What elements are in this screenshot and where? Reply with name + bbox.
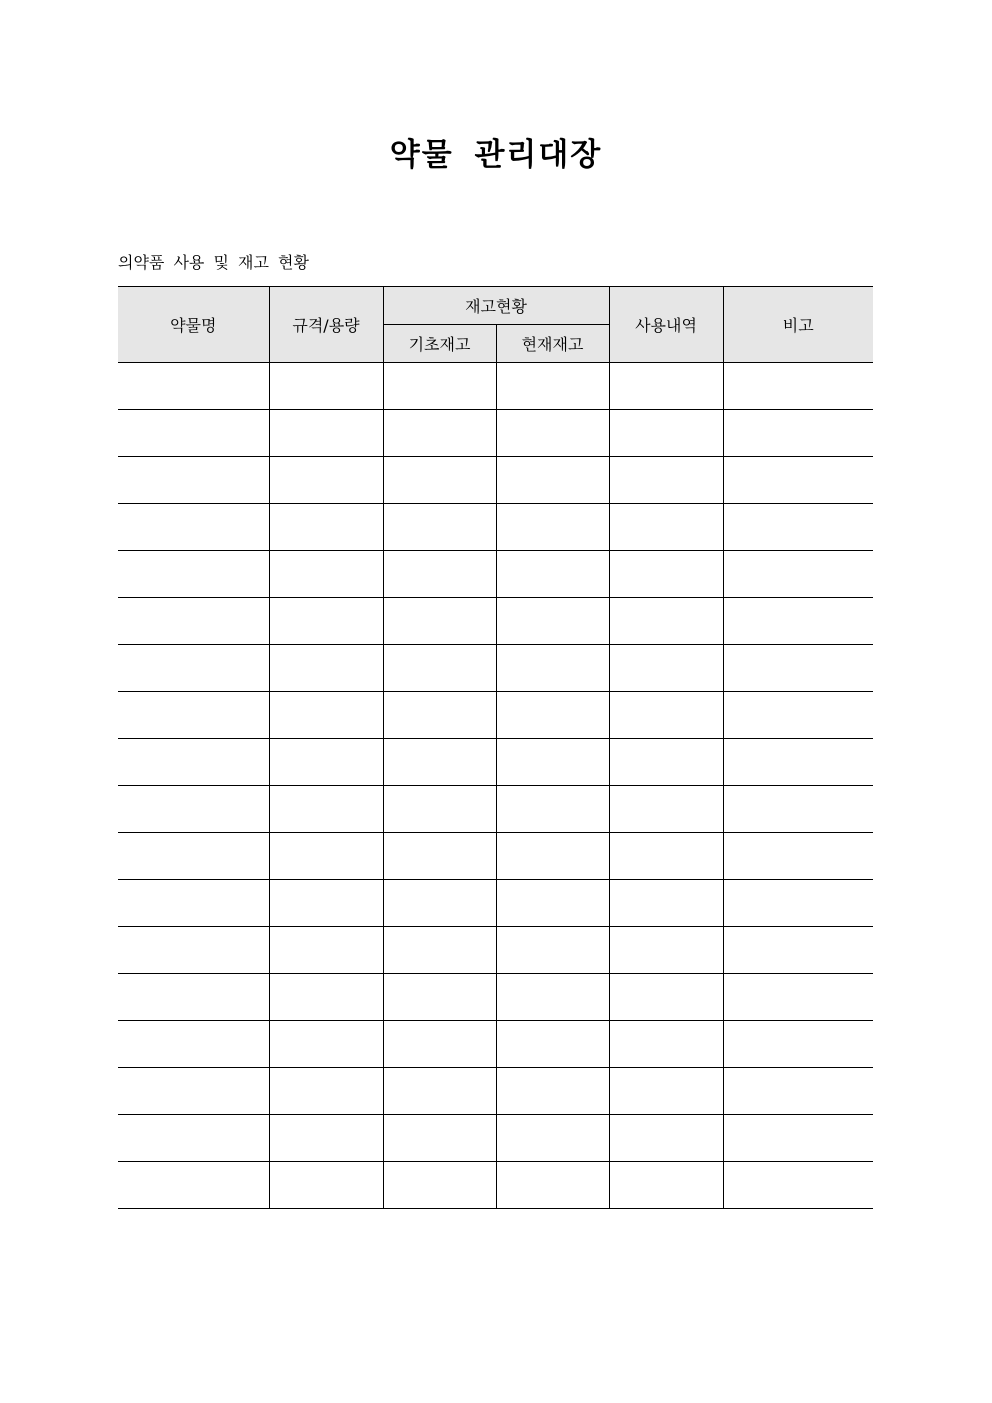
cell-drug-name[interactable] <box>118 1068 269 1115</box>
cell-remarks[interactable] <box>723 598 873 645</box>
cell-current-stock[interactable] <box>496 786 609 833</box>
cell-spec[interactable] <box>269 1162 383 1209</box>
cell-usage[interactable] <box>609 1115 723 1162</box>
cell-spec[interactable] <box>269 1068 383 1115</box>
cell-remarks[interactable] <box>723 974 873 1021</box>
cell-usage[interactable] <box>609 645 723 692</box>
cell-remarks[interactable] <box>723 1162 873 1209</box>
cell-drug-name[interactable] <box>118 1021 269 1068</box>
cell-usage[interactable] <box>609 363 723 410</box>
cell-base-stock[interactable] <box>383 504 496 551</box>
cell-drug-name[interactable] <box>118 786 269 833</box>
cell-current-stock[interactable] <box>496 645 609 692</box>
cell-remarks[interactable] <box>723 504 873 551</box>
cell-base-stock[interactable] <box>383 927 496 974</box>
cell-spec[interactable] <box>269 880 383 927</box>
cell-current-stock[interactable] <box>496 410 609 457</box>
header-drug-name: 약물명 <box>118 287 269 363</box>
cell-remarks[interactable] <box>723 692 873 739</box>
header-usage: 사용내역 <box>609 287 723 363</box>
cell-usage[interactable] <box>609 739 723 786</box>
cell-remarks[interactable] <box>723 739 873 786</box>
cell-spec[interactable] <box>269 1021 383 1068</box>
table-row <box>118 645 873 692</box>
cell-drug-name[interactable] <box>118 457 269 504</box>
cell-drug-name[interactable] <box>118 833 269 880</box>
cell-drug-name[interactable] <box>118 363 269 410</box>
cell-remarks[interactable] <box>723 1115 873 1162</box>
cell-drug-name[interactable] <box>118 880 269 927</box>
cell-spec[interactable] <box>269 410 383 457</box>
cell-usage[interactable] <box>609 504 723 551</box>
cell-spec[interactable] <box>269 598 383 645</box>
cell-spec[interactable] <box>269 363 383 410</box>
cell-current-stock[interactable] <box>496 598 609 645</box>
cell-base-stock[interactable] <box>383 692 496 739</box>
table-row <box>118 833 873 880</box>
cell-current-stock[interactable] <box>496 880 609 927</box>
cell-remarks[interactable] <box>723 880 873 927</box>
header-stock-status: 재고현황 <box>383 287 609 325</box>
cell-usage[interactable] <box>609 1162 723 1209</box>
cell-remarks[interactable] <box>723 833 873 880</box>
cell-spec[interactable] <box>269 504 383 551</box>
cell-base-stock[interactable] <box>383 1068 496 1115</box>
cell-usage[interactable] <box>609 786 723 833</box>
cell-current-stock[interactable] <box>496 457 609 504</box>
table-row <box>118 974 873 1021</box>
cell-remarks[interactable] <box>723 551 873 598</box>
table-row <box>118 786 873 833</box>
cell-base-stock[interactable] <box>383 1021 496 1068</box>
cell-usage[interactable] <box>609 457 723 504</box>
cell-remarks[interactable] <box>723 927 873 974</box>
cell-usage[interactable] <box>609 880 723 927</box>
cell-drug-name[interactable] <box>118 974 269 1021</box>
table-row <box>118 598 873 645</box>
cell-current-stock[interactable] <box>496 1021 609 1068</box>
cell-remarks[interactable] <box>723 1021 873 1068</box>
table-row <box>118 504 873 551</box>
cell-usage[interactable] <box>609 1068 723 1115</box>
cell-remarks[interactable] <box>723 457 873 504</box>
table-row <box>118 927 873 974</box>
cell-drug-name[interactable] <box>118 645 269 692</box>
ledger-body <box>118 363 873 1209</box>
header-spec: 규격/용량 <box>269 287 383 363</box>
cell-current-stock[interactable] <box>496 927 609 974</box>
page-title: 약물 관리대장 <box>389 137 603 173</box>
cell-usage[interactable] <box>609 974 723 1021</box>
header-current-stock: 현재재고 <box>496 325 609 363</box>
cell-current-stock[interactable] <box>496 833 609 880</box>
table-row <box>118 551 873 598</box>
cell-remarks[interactable] <box>723 410 873 457</box>
cell-usage[interactable] <box>609 692 723 739</box>
cell-usage[interactable] <box>609 410 723 457</box>
cell-remarks[interactable] <box>723 645 873 692</box>
cell-remarks[interactable] <box>723 363 873 410</box>
cell-spec[interactable] <box>269 974 383 1021</box>
cell-spec[interactable] <box>269 692 383 739</box>
cell-spec[interactable] <box>269 739 383 786</box>
cell-current-stock[interactable] <box>496 551 609 598</box>
cell-base-stock[interactable] <box>383 880 496 927</box>
cell-spec[interactable] <box>269 551 383 598</box>
cell-base-stock[interactable] <box>383 1115 496 1162</box>
cell-usage[interactable] <box>609 598 723 645</box>
cell-base-stock[interactable] <box>383 1162 496 1209</box>
cell-current-stock[interactable] <box>496 739 609 786</box>
table-row <box>118 739 873 786</box>
cell-drug-name[interactable] <box>118 739 269 786</box>
table-row <box>118 1115 873 1162</box>
cell-current-stock[interactable] <box>496 504 609 551</box>
table-row <box>118 692 873 739</box>
table-row <box>118 457 873 504</box>
cell-remarks[interactable] <box>723 1068 873 1115</box>
header-base-stock: 기초재고 <box>383 325 496 363</box>
table-row <box>118 880 873 927</box>
cell-current-stock[interactable] <box>496 974 609 1021</box>
drug-ledger-table <box>118 286 873 1209</box>
cell-spec[interactable] <box>269 927 383 974</box>
cell-drug-name[interactable] <box>118 504 269 551</box>
header-row-top <box>118 287 873 325</box>
cell-drug-name[interactable] <box>118 1115 269 1162</box>
table-row <box>118 1021 873 1068</box>
cell-drug-name[interactable] <box>118 551 269 598</box>
cell-usage[interactable] <box>609 1021 723 1068</box>
cell-usage[interactable] <box>609 927 723 974</box>
cell-current-stock[interactable] <box>496 692 609 739</box>
cell-base-stock[interactable] <box>383 833 496 880</box>
header-remarks: 비고 <box>723 287 873 363</box>
cell-drug-name[interactable] <box>118 692 269 739</box>
cell-base-stock[interactable] <box>383 974 496 1021</box>
cell-usage[interactable] <box>609 833 723 880</box>
cell-usage[interactable] <box>609 551 723 598</box>
cell-drug-name[interactable] <box>118 410 269 457</box>
cell-base-stock[interactable] <box>383 457 496 504</box>
cell-spec[interactable] <box>269 1115 383 1162</box>
cell-spec[interactable] <box>269 645 383 692</box>
cell-current-stock[interactable] <box>496 1162 609 1209</box>
cell-base-stock[interactable] <box>383 551 496 598</box>
table-row <box>118 1068 873 1115</box>
cell-spec[interactable] <box>269 833 383 880</box>
cell-drug-name[interactable] <box>118 927 269 974</box>
table-row <box>118 1162 873 1209</box>
section-label: 의약품 사용 및 재고 현황 <box>118 253 309 272</box>
cell-drug-name[interactable] <box>118 1162 269 1209</box>
cell-base-stock[interactable] <box>383 739 496 786</box>
cell-base-stock[interactable] <box>383 410 496 457</box>
cell-drug-name[interactable] <box>118 598 269 645</box>
cell-current-stock[interactable] <box>496 363 609 410</box>
cell-base-stock[interactable] <box>383 363 496 410</box>
cell-spec[interactable] <box>269 786 383 833</box>
cell-base-stock[interactable] <box>383 786 496 833</box>
table-row <box>118 363 873 410</box>
table-row <box>118 410 873 457</box>
cell-base-stock[interactable] <box>383 598 496 645</box>
cell-current-stock[interactable] <box>496 1068 609 1115</box>
cell-remarks[interactable] <box>723 786 873 833</box>
cell-spec[interactable] <box>269 457 383 504</box>
cell-base-stock[interactable] <box>383 645 496 692</box>
cell-current-stock[interactable] <box>496 1115 609 1162</box>
